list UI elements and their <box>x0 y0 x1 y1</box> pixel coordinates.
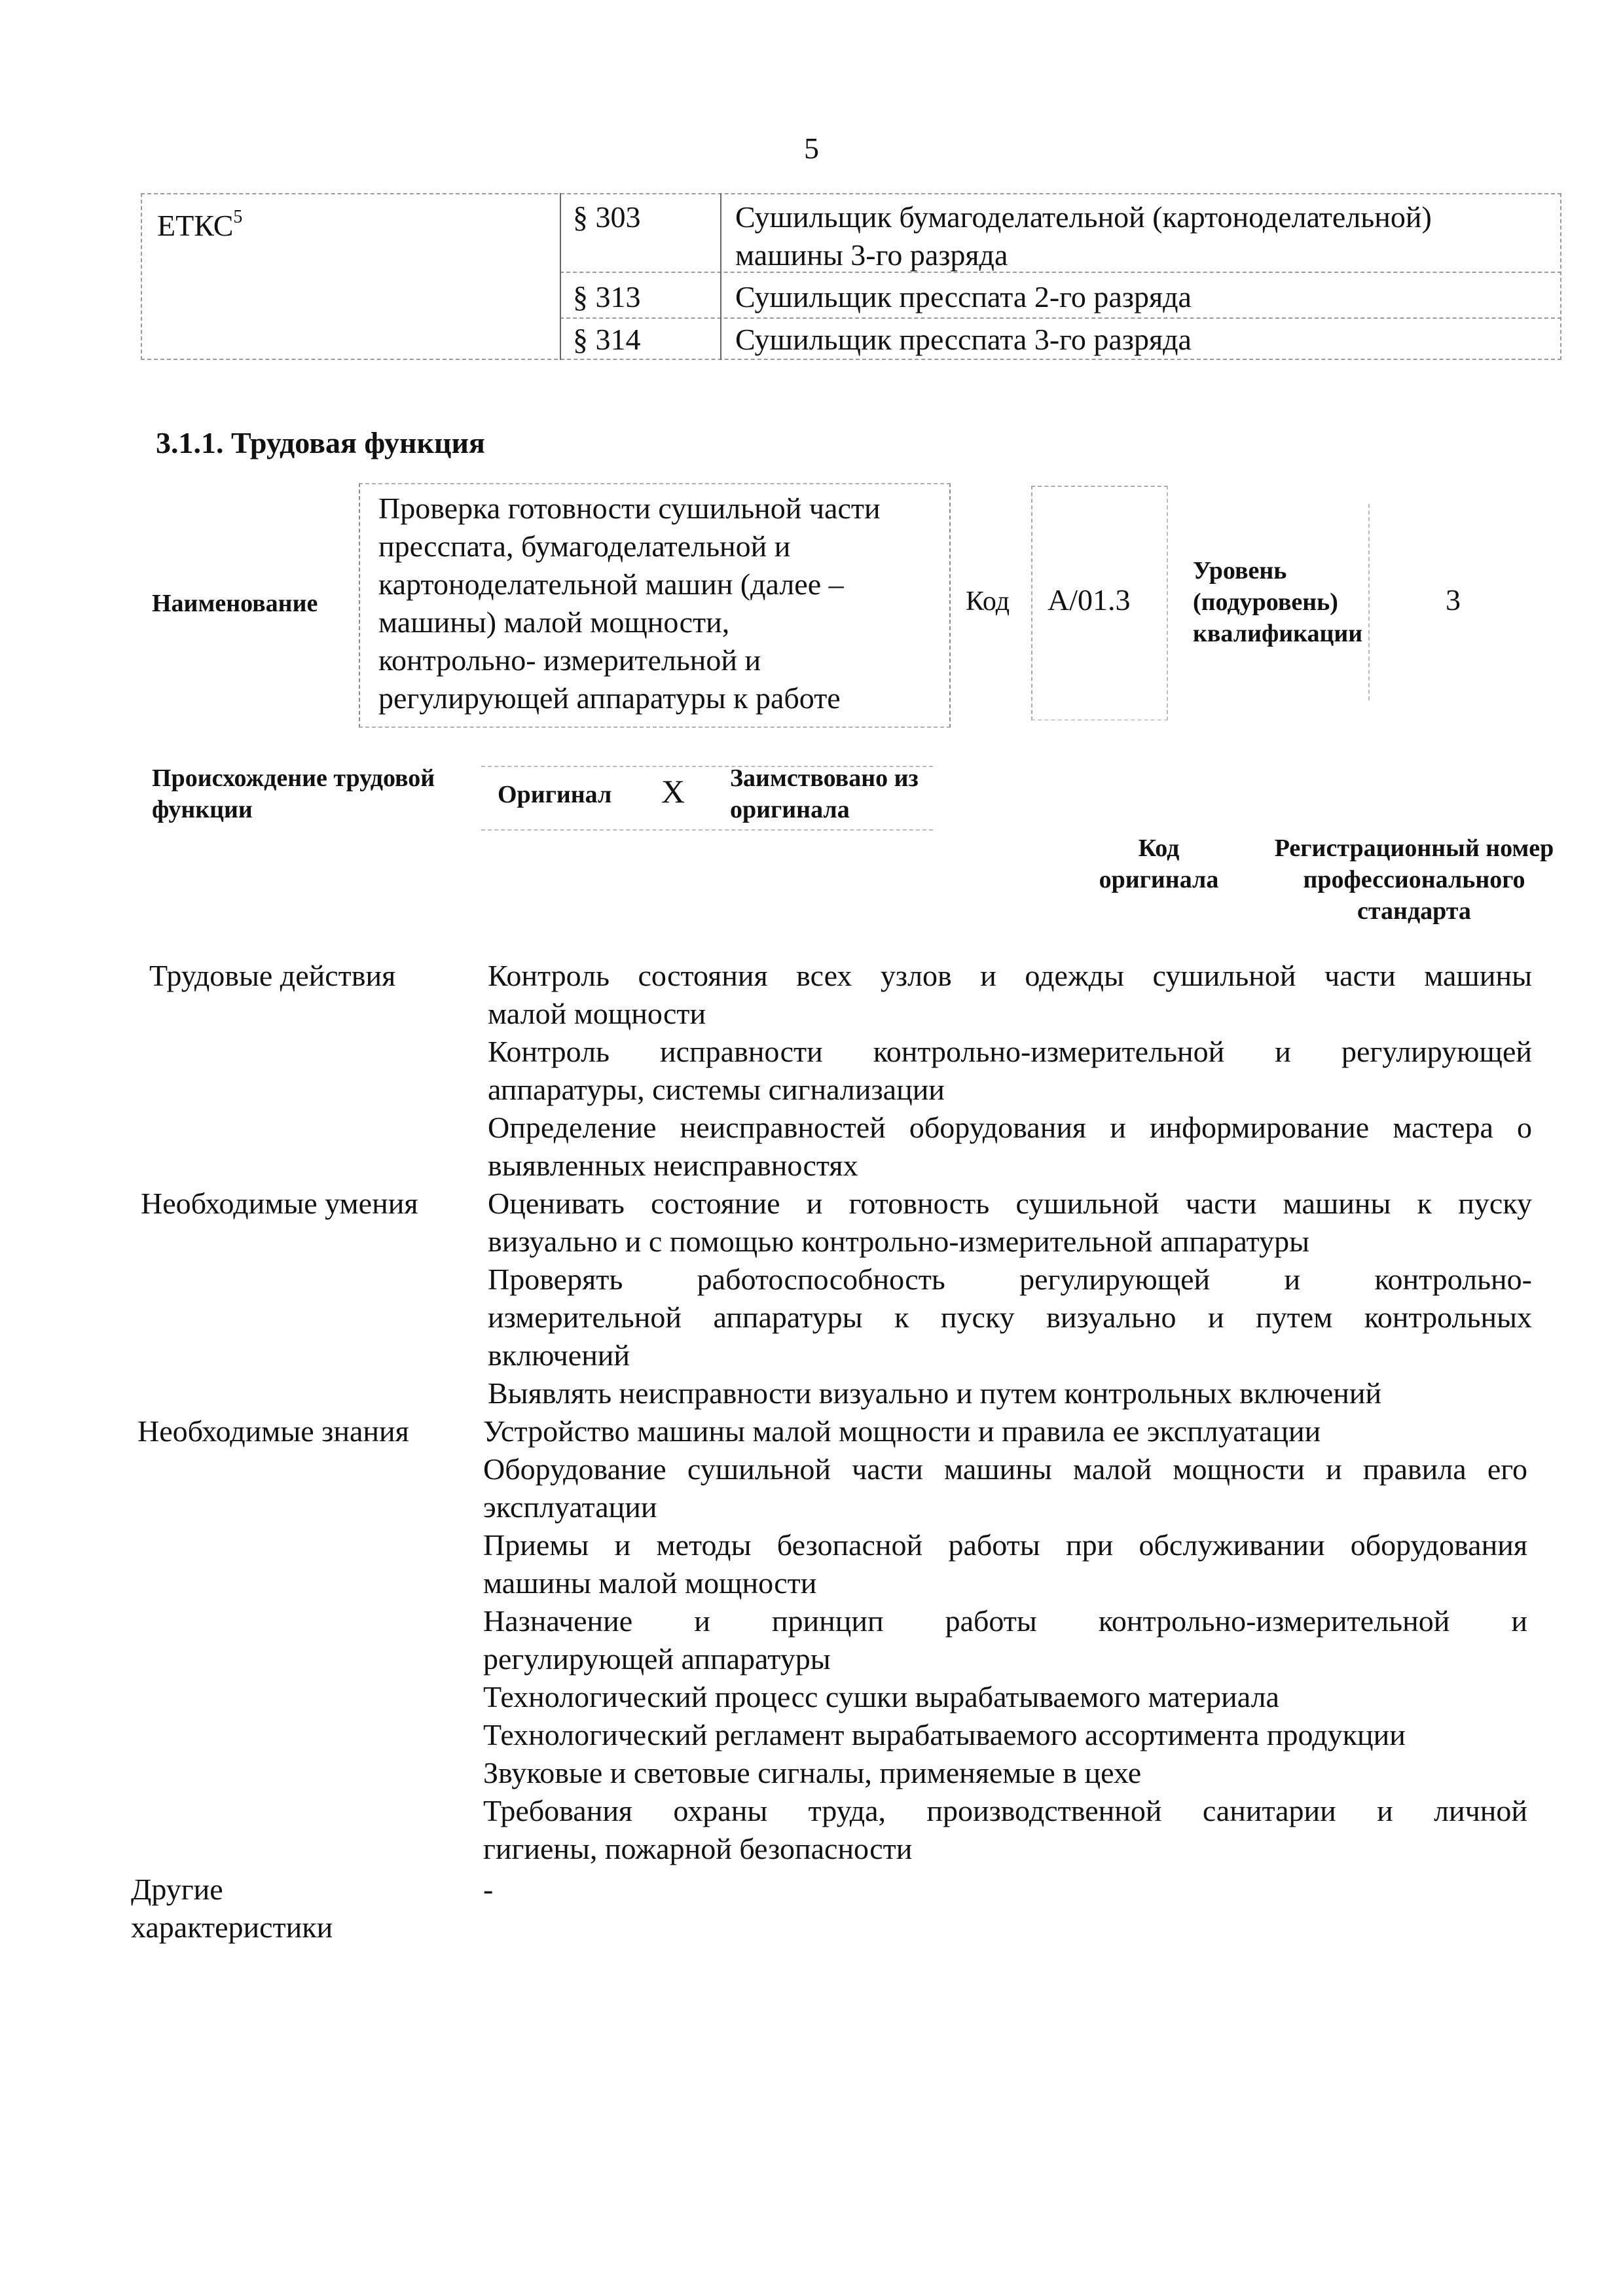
origin-label-line: Происхождение трудовой <box>152 764 435 792</box>
etks-table <box>141 193 1561 360</box>
skill-item-cont: включений <box>488 1338 630 1372</box>
skills-label: Необходимые умения <box>141 1187 418 1220</box>
actions-label: Трудовые действия <box>149 959 396 992</box>
etks-title: Сушильщик пресспата 3-го разряда <box>735 323 1192 356</box>
code-label: Код <box>966 586 1010 617</box>
knowledge-item-cont: машины малой мощности <box>483 1566 817 1600</box>
etks-top-border <box>141 193 1561 194</box>
knowledge-item: Приемы и методы безопасной работы при обслуживании оборудования <box>483 1528 1527 1562</box>
knowledge-item: Оборудование сушильной части машины малой мощности и правила его <box>483 1452 1527 1486</box>
function-name-line: пресспата, бумагоделательной и <box>378 529 791 563</box>
etks-title: Сушильщик пресспата 2-го разряда <box>735 280 1192 314</box>
code-original-line: Код <box>1138 834 1180 862</box>
level-label-line: квалификации <box>1193 620 1363 647</box>
original-label: Оригинал <box>498 781 612 808</box>
etks-col-divider <box>720 193 721 360</box>
etks-title-cont: машины 3-го разряда <box>735 238 1008 272</box>
skill-item: Выявлять неисправности визуально и путем контрольных включений <box>488 1376 1382 1410</box>
etks-section: § 314 <box>573 323 641 356</box>
level-value: 3 <box>1446 583 1461 617</box>
etks-left-border <box>141 193 142 360</box>
skill-item-cont: измерительной аппаратуры к пуску визуально и путем контрольных <box>488 1300 1532 1334</box>
reg-number-line: стандарта <box>1357 897 1471 925</box>
action-item: Контроль исправности контрольно-измерительной и регулирующей <box>488 1035 1532 1068</box>
page-number: 5 <box>804 132 819 165</box>
knowledge-item-cont: гигиены, пожарной безопасности <box>483 1832 913 1865</box>
knowledge-item: Технологический процесс сушки вырабатываемого материала <box>483 1680 1279 1713</box>
action-item: Определение неисправностей оборудования и информирование мастера о <box>488 1111 1532 1144</box>
etks-label: ЕТКС$^5$ <box>157 207 243 242</box>
level-label <box>1193 555 1362 649</box>
etks-col-divider <box>560 193 561 360</box>
action-item: Контроль состояния всех узлов и одежды сушильной части машины <box>488 959 1532 992</box>
knowledge-item: Устройство машины малой мощности и правила ее эксплуатации <box>483 1414 1321 1448</box>
etks-right-border <box>1560 193 1561 360</box>
action-item-cont: малой мощности <box>488 997 706 1030</box>
other-value: - <box>483 1873 494 1906</box>
action-item-cont: аппаратуры, системы сигнализации <box>488 1073 945 1106</box>
function-name-line: регулирующей аппаратуры к работе <box>378 681 841 715</box>
reg-number-label <box>1260 833 1568 927</box>
knowledge-label: Необходимые знания <box>137 1414 409 1448</box>
original-mark: X <box>661 773 685 810</box>
skill-item: Оценивать состояние и готовность сушильной части машины к пуску <box>488 1187 1532 1220</box>
section-title: 3.1.1. Трудовая функция <box>156 426 485 459</box>
reg-number-line: Регистрационный номер <box>1274 834 1554 862</box>
function-name-line: машины) малой мощности, <box>378 605 730 639</box>
origin-label <box>152 762 435 825</box>
etks-row-divider <box>560 272 1561 273</box>
etks-section: § 313 <box>573 280 641 314</box>
skill-item: Проверять работоспособность регулирующей и контрольно- <box>488 1263 1532 1296</box>
reg-number-line: профессионального <box>1303 866 1525 893</box>
etks-bottom-border <box>141 359 1561 360</box>
code-original-line: оригинала <box>1099 866 1219 893</box>
etks-section: § 303 <box>573 200 641 234</box>
etks-row-divider <box>560 317 1561 319</box>
knowledge-item: Требования охраны труда, производственной санитарии и личной <box>483 1794 1527 1827</box>
other-label <box>131 1871 333 1946</box>
borrowed-label <box>730 762 919 825</box>
knowledge-item-cont: эксплуатации <box>483 1490 657 1524</box>
origin-label-line: функции <box>152 796 253 823</box>
action-item-cont: выявленных неисправностях <box>488 1149 858 1182</box>
function-name-line: картоноделательной машин (далее – <box>378 567 844 601</box>
skill-item-cont: визуально и с помощью контрольно-измерительной аппаратуры <box>488 1225 1310 1258</box>
borrowed-label-line: Заимствовано из <box>730 764 919 792</box>
function-name-line: контрольно- измерительной и <box>378 643 761 677</box>
code-value: А/01.3 <box>1048 583 1131 617</box>
knowledge-item: Технологический регламент вырабатываемого ассортимента продукции <box>483 1718 1406 1751</box>
other-label-line: Другие <box>131 1873 223 1906</box>
knowledge-item: Звуковые и световые сигналы, применяемые в цехе <box>483 1756 1142 1789</box>
function-name <box>378 490 941 717</box>
function-name-line: Проверка готовности сушильной части <box>378 492 881 525</box>
level-label-line: Уровень <box>1193 557 1287 584</box>
knowledge-item: Назначение и принцип работы контрольно-измерительной и <box>483 1604 1527 1638</box>
etks-title: Сушильщик бумагоделательной (картоноделательной) <box>735 200 1432 234</box>
level-label-line: (подуровень) <box>1193 588 1338 616</box>
knowledge-item-cont: регулирующей аппаратуры <box>483 1642 831 1676</box>
borrowed-label-line: оригинала <box>730 796 850 823</box>
code-original-label <box>1074 833 1244 895</box>
name-label: Наименование <box>152 590 318 617</box>
other-label-line: характеристики <box>131 1910 333 1944</box>
